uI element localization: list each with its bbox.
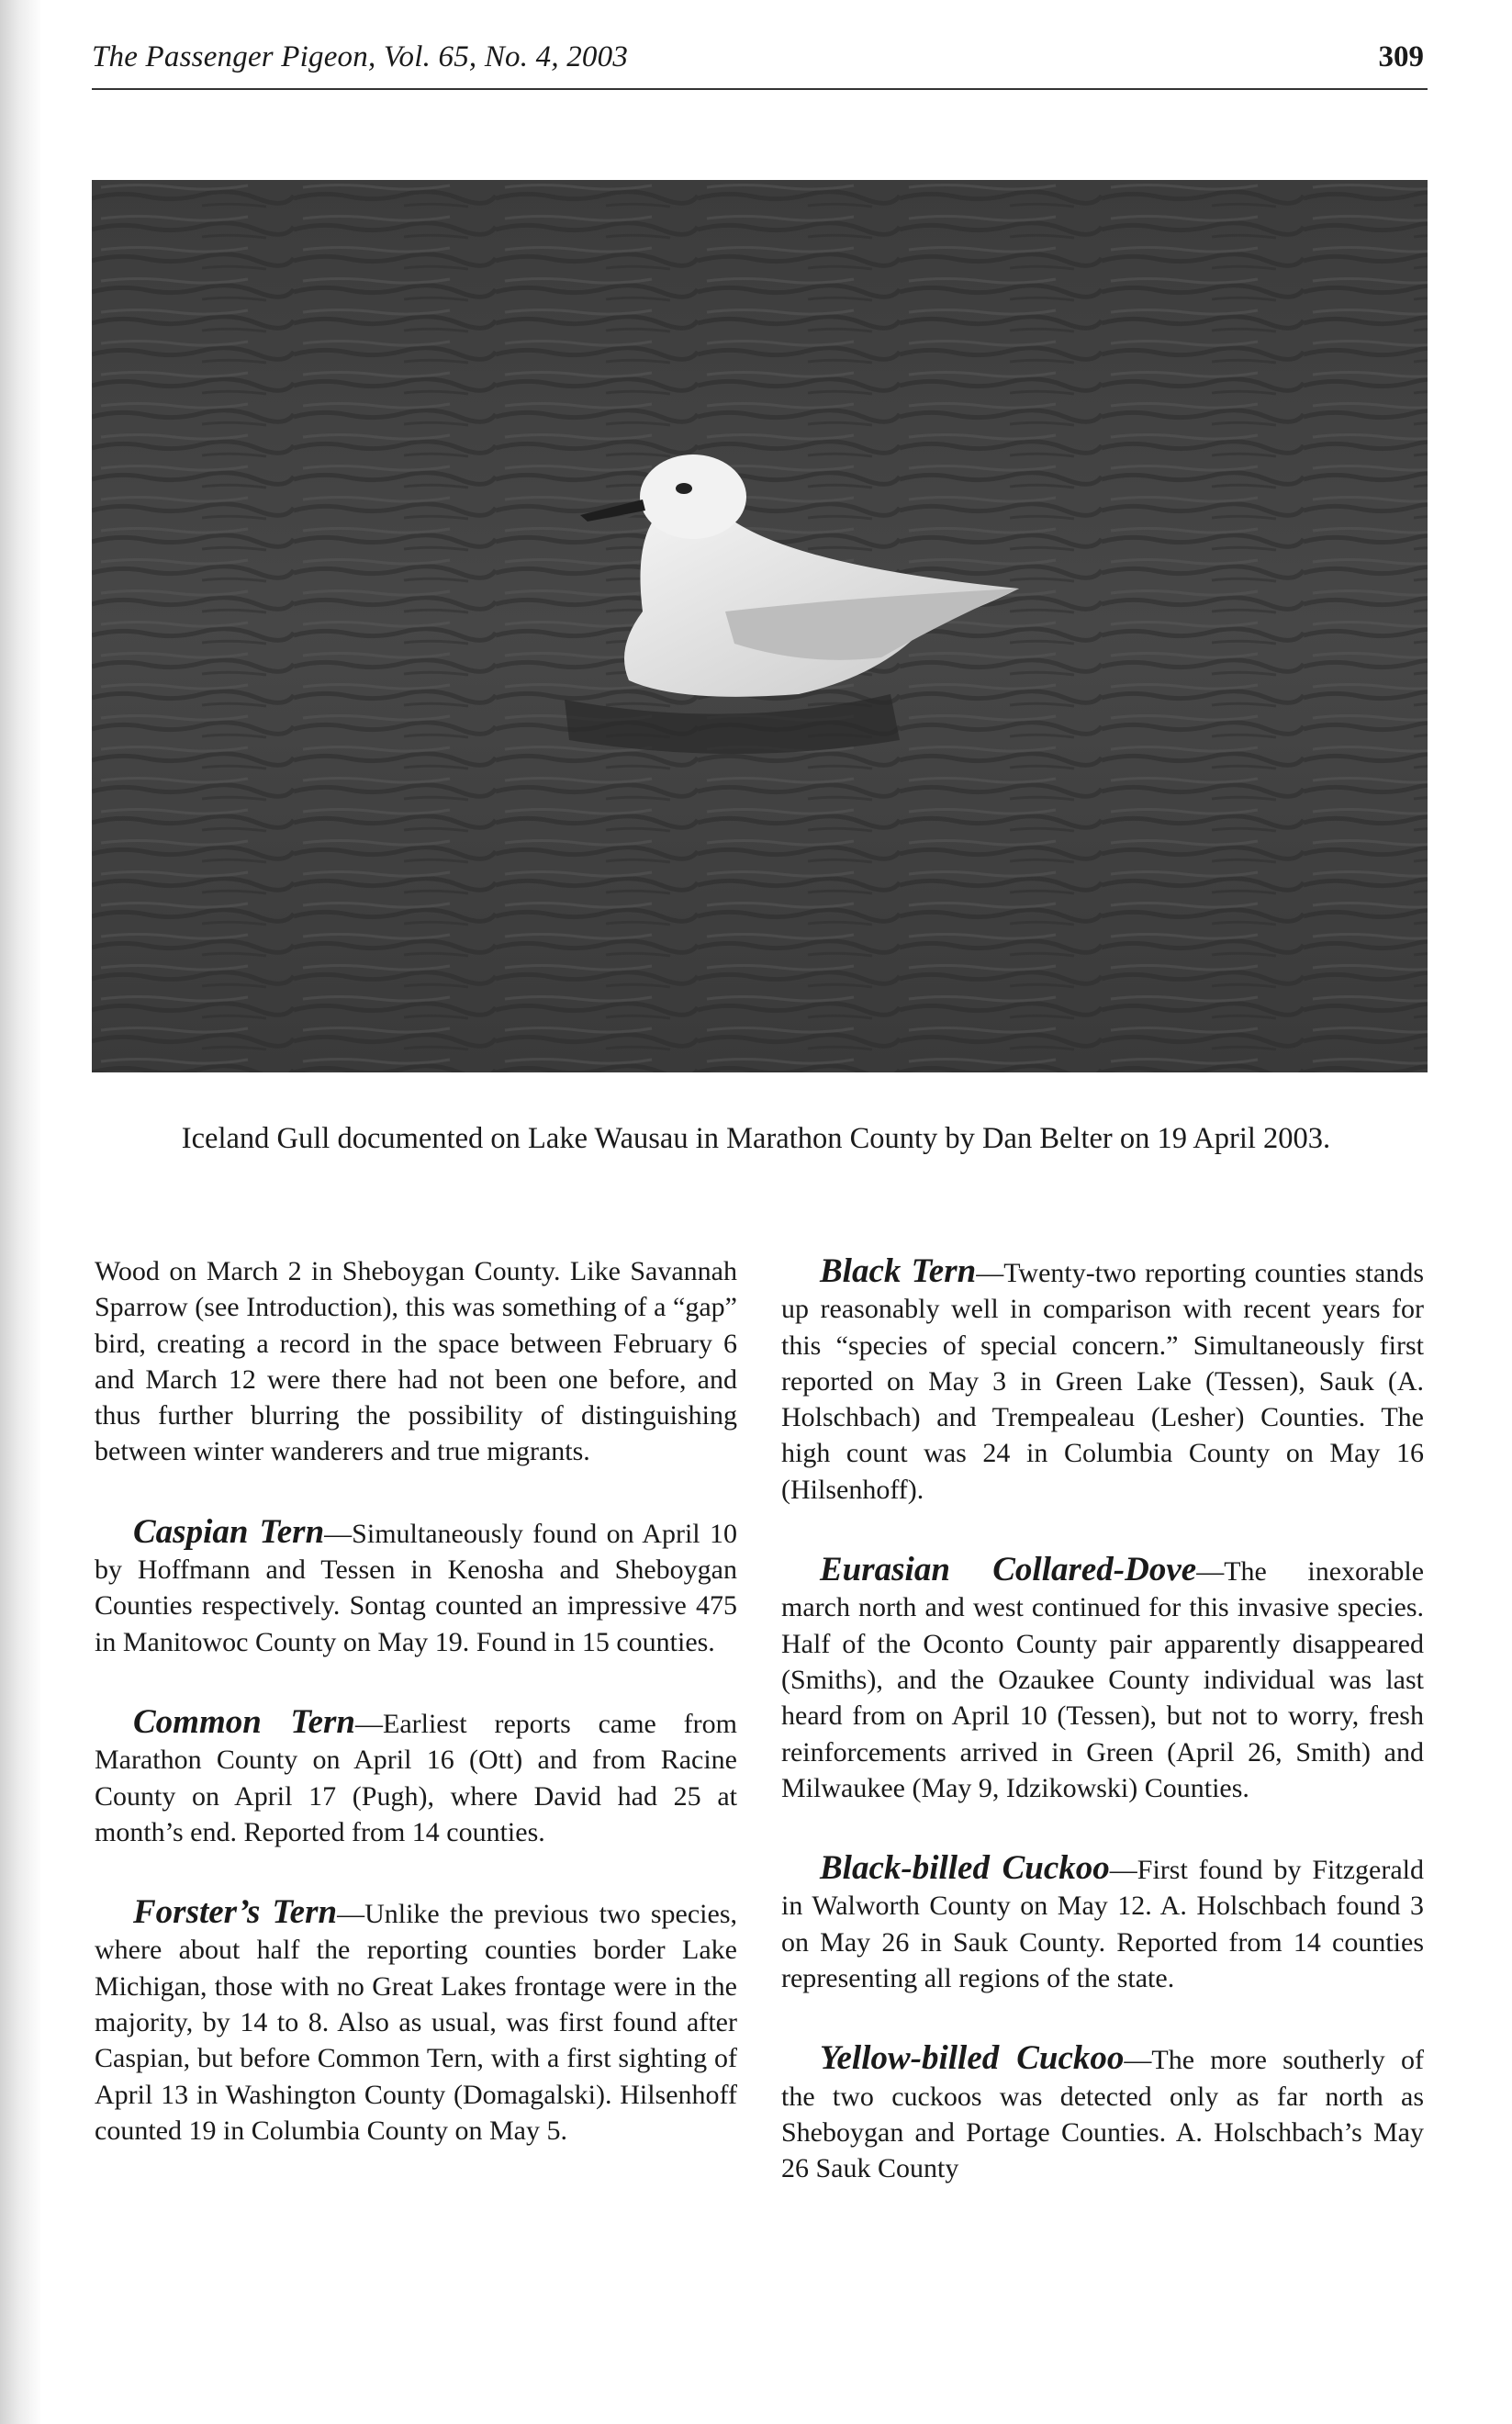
iceland-gull-photo (92, 180, 1428, 1072)
species-account (781, 1253, 1424, 1508)
species-text: —The more southerly of the two cuckoos was detected only as far north as Sheboygan and Portage Counties. A. Holschbach’s May 26 Sauk County (781, 2045, 1424, 2184)
species-name: Forster’s Tern (133, 1893, 338, 1932)
species-account (781, 1552, 1424, 1806)
right-column (781, 1253, 1424, 2231)
species-text: —The inexorable march north and west continued for this invasive species. Half of the Oconto County pair apparently disappeared (Smiths), and the Ozaukee County individual was last heard from on April 10 (Tessen), but not to worry, fresh reinforcements arrived in Green (April 26, Smith) and Milwaukee (May 9, Idzikowski) Counties. (781, 1556, 1425, 1803)
page-binding-edge (0, 0, 42, 2424)
species-account (95, 1514, 737, 1660)
species-name: Eurasian Collared-Dove (820, 1551, 1197, 1589)
species-name: Black-billed Cuckoo (820, 1849, 1110, 1888)
left-column (95, 1253, 737, 2193)
species-text: —First found by Fitzgerald in Walworth County on May 12. A. Holschbach found 3 on May 26 in Sauk County. Reported from 14 counties representing all regions of the state. (781, 1855, 1424, 1994)
species-text: —Twenty-two reporting counties stands up reasonably well in comparison with recent years for this “species of special concern.” Simultaneously first reported on May 3 in Green Lake (Tessen), Sauk (A. Holschbach) and Trempealeau (Lesher) Counties. The high count was 24 in Columbia County on May 16 (Hilsenhoff). (781, 1258, 1425, 1505)
continuation-paragraph: Wood on March 2 in Sheboygan County. Like Savannah Sparrow (see Introduction), this was something of a “gap” bird, creating a record in the space between February 6 and March 12 were there had not been one before, and thus further blurring the possibility of distinguishing between winter wanderers and true migrants. (95, 1256, 737, 1467)
species-account (781, 1850, 1424, 1996)
species-account (95, 1704, 737, 1850)
species-text: —Unlike the previous two species, where about half the reporting counties border Lake Michigan, those with no Great Lakes frontage were in the majority, by 14 to 8. Also as usual, was first found after Caspian, but before Common Tern, with a first sighting of April 13 in Washington County (Domagalski). Hilsenhoff counted 19 in Columbia County on May 5. (95, 1899, 738, 2146)
journal-title: The Passenger Pigeon, Vol. 65, No. 4, 2003 (92, 40, 629, 73)
species-account (95, 1894, 737, 2149)
species-name: Yellow-billed Cuckoo (820, 2039, 1125, 2078)
species-name: Caspian Tern (133, 1512, 325, 1551)
species-name: Common Tern (133, 1702, 355, 1741)
figure-caption: Iceland Gull documented on Lake Wausau in Marathon County by Dan Belter on 19 April 2003. (181, 1122, 1331, 1155)
species-text: —Simultaneously found on April 10 by Hoffmann and Tessen in Kenosha and Sheboygan Counties respectively. Sontag counted an impressive 475 in Manitowoc County on May 19. Found in 15 counties. (95, 1518, 737, 1657)
running-header (92, 35, 1428, 90)
page-number: 309 (1378, 40, 1424, 73)
species-name: Black Tern (820, 1252, 977, 1290)
species-account (781, 2040, 1424, 2186)
species-text: —Earliest reports came from Marathon County on April 16 (Ott) and from Racine County on April 17 (Pugh), where David had 25 at month’s end. Reported from 14 counties. (95, 1708, 738, 1847)
